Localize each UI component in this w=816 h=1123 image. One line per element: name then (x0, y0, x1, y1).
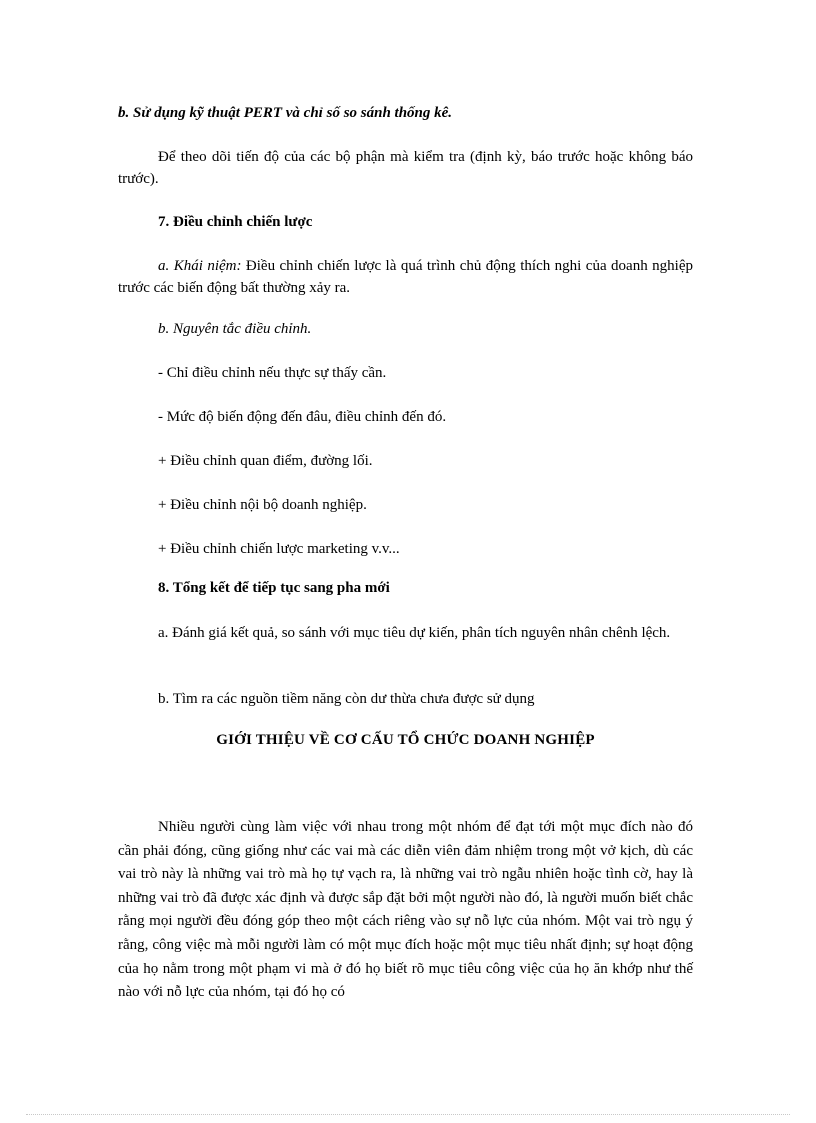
section-8b-paragraph: b. Tìm ra các nguồn tiềm năng còn dư thừa chưa được sử dụng (158, 691, 535, 707)
intro-paragraph: Nhiều người cùng làm việc với nhau trong một nhóm để đạt tới một mục đích nào đó cần phải đóng, cũng giống như các vai mà các diễn viên đảm nhiệm trong một vở kịch, dù các vai trò này là những vai trò mà họ tự vạch ra, là những vai trò ngẫu nhiên hoặc tình cờ, hay là những vai trò đã được xác định và được sắp đặt bởi một người nào đó, là người muốn biết chắc rằng mọi người đều đóng góp theo một cách riêng vào sự nỗ lực của nhóm. Một vai trò ngụ ý rằng, công việc mà mỗi người làm có một mục đích hoặc một mục tiêu nhất định; sự hoạt động của họ nằm trong một phạm vi mà ở đó họ biết rõ mục tiêu công việc của họ ăn khớp như thế nào với nỗ lực của nhóm, tại đó họ có (118, 819, 693, 1001)
section-8-heading: 8. Tổng kết để tiếp tục sang pha mới (158, 580, 390, 596)
principle-item: + Điều chỉnh nội bộ doanh nghiệp. (158, 497, 367, 513)
concept-label: a. Khái niệm: (158, 258, 242, 274)
section-7b-heading: b. Nguyên tắc điều chỉnh. (158, 321, 312, 337)
intro-heading: GIỚI THIỆU VỀ CƠ CẤU TỔ CHỨC DOANH NGHIỆP (216, 732, 595, 748)
section-7a-paragraph (118, 255, 693, 299)
principle-item: + Điều chỉnh chiến lược marketing v.v... (158, 541, 400, 557)
section-7-heading: 7. Điều chỉnh chiến lược (158, 214, 313, 230)
section-b-pert-heading: b. Sử dụng kỹ thuật PERT và chỉ số so sánh thống kê. (118, 105, 453, 121)
concept-text: Điều chỉnh chiến lược là quá trình chủ động thích nghi của doanh nghiệp trước các biến động bất thường xảy ra. (118, 258, 693, 296)
principle-item: - Mức độ biến động đến đâu, điều chỉnh đến đó. (158, 409, 447, 425)
page-bottom-divider (26, 1114, 790, 1115)
section-b-pert-body: Để theo dõi tiến độ của các bộ phận mà kiểm tra (định kỳ, báo trước hoặc không báo trước). (118, 149, 693, 187)
section-8a-paragraph: a. Đánh giá kết quả, so sánh với mục tiêu dự kiến, phân tích nguyên nhân chênh lệch. (158, 625, 671, 641)
principle-item: - Chỉ điều chỉnh nếu thực sự thấy cần. (158, 365, 387, 381)
principle-item: + Điều chỉnh quan điểm, đường lối. (158, 453, 373, 469)
